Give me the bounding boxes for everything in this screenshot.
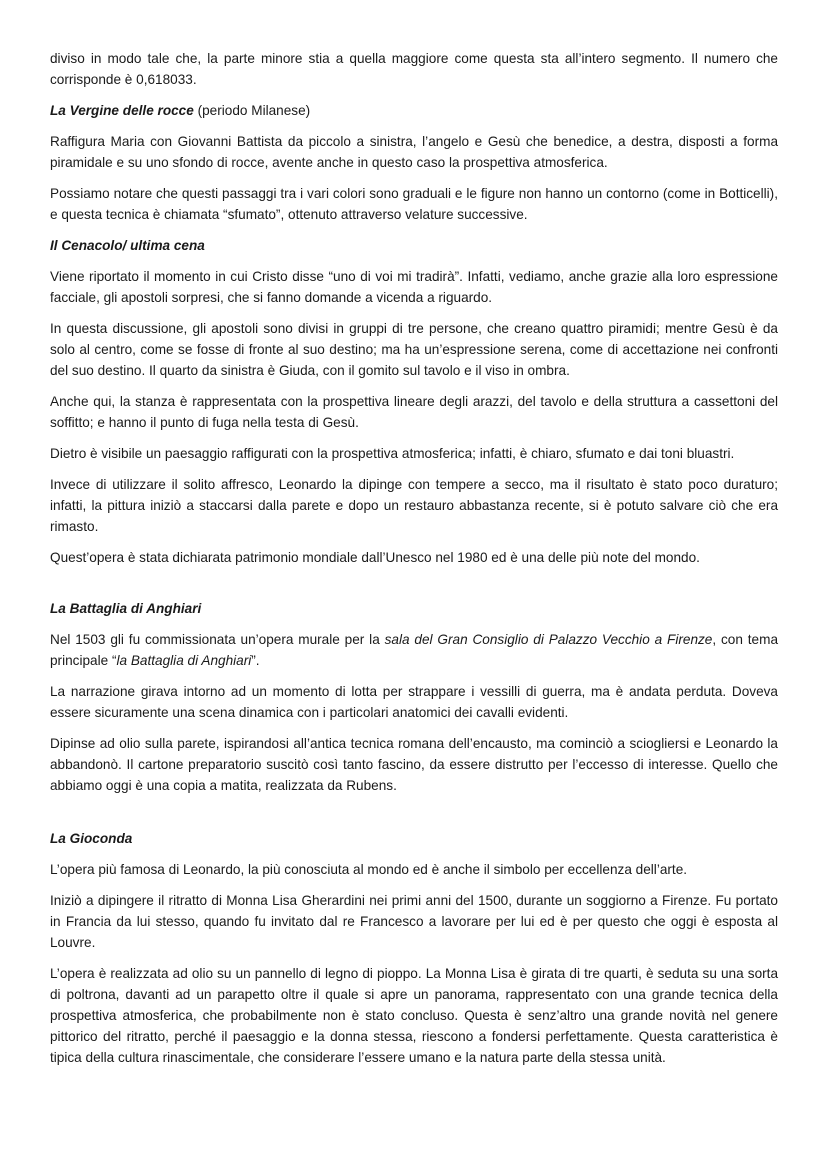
battaglia-paragraph-2: La narrazione girava intorno ad un momento di lotta per strappare i vessilli di guerra, ma è andata perduta. Doveva essere sicuramente una scena dinamica con i particolari anatomici dei cavalli evidenti. — [50, 684, 778, 720]
section-spacer — [50, 806, 778, 828]
gioconda-paragraph-3: L’opera è realizzata ad olio su un pannello di legno di pioppo. La Monna Lisa è girata di tre quarti, è seduta su una sorta di poltrona, davanti ad un parapetto oltre il quale si apre un panorama, rappresentato con una grande tecnica della prospettiva atmosferica, che probabilmente non è stato concluso. Questa è senz’altro una grande novità nel genere pittorico del ritratto, perché il paesaggio e la donna stessa, riescono a fondersi perfettamente. Questa caratteristica è tipica della cultura rinascimentale, che considerare l’essere umano e la natura parte della stessa unità. — [50, 966, 778, 1065]
cenacolo-paragraph-3: Anche qui, la stanza è rappresentata con la prospettiva lineare degli arazzi, del tavolo e della struttura a cassettoni del soffitto; e hanno il punto di fuga nella testa di Gesù. — [50, 394, 778, 430]
section-note-vergine: (periodo Milanese) — [193, 103, 311, 118]
gioconda-paragraph-1: L’opera più famosa di Leonardo, la più conosciuta al mondo ed è anche il simbolo per eccellenza dell’arte. — [50, 862, 688, 877]
battaglia-p1-theme: la Battaglia di Anghiari — [116, 653, 252, 668]
section-spacer — [50, 578, 778, 598]
section-heading-cenacolo: Il Cenacolo/ ultima cena — [50, 238, 205, 253]
intro-paragraph: diviso in modo tale che, la parte minore stia a quella maggiore come questa sta all’intero segmento. Il numero che corrisponde è 0,618033. — [50, 51, 778, 87]
section-heading-vergine — [50, 100, 778, 121]
cenacolo-paragraph-1: Viene riportato il momento in cui Cristo disse “uno di voi mi tradirà”. Infatti, vediamo, anche grazie alla loro espressione facciale, gli apostoli sorpresi, che si fanno domande a vicenda a riguardo. — [50, 269, 778, 305]
battaglia-paragraph-3: Dipinse ad olio sulla parete, ispirandosi all’antica tecnica romana dell’encausto, ma cominciò a sciogliersi e Leonardo la abbandonò. Il cartone preparatorio suscitò così tanto fascino, da essere distrutto per l’eccesso di interesse. Quello che abbiamo oggi è una copia a matita, realizzata da Rubens. — [50, 736, 778, 793]
battaglia-p1-place: sala del Gran Consiglio di Palazzo Vecchio a Firenze — [384, 632, 713, 647]
cenacolo-paragraph-5: Invece di utilizzare il solito affresco, Leonardo la dipinge con tempere a secco, ma il risultato è stato poco duraturo; infatti, la pittura iniziò a staccarsi dalla parete e dopo un restauro abbastanza recente, si è potuto salvare ciò che era rimasto. — [50, 477, 778, 534]
section-title-vergine: La Vergine delle rocce — [50, 103, 194, 118]
section-heading-gioconda: La Gioconda — [50, 831, 133, 846]
document-page — [50, 48, 778, 1078]
cenacolo-paragraph-4: Dietro è visibile un paesaggio raffigurati con la prospettiva atmosferica; infatti, è chiaro, sfumato e dai toni bluastri. — [50, 446, 735, 461]
battaglia-p1-part-e: ”. — [251, 653, 260, 668]
vergine-paragraph-1: Raffigura Maria con Giovanni Battista da piccolo a sinistra, l’angelo e Gesù che benedice, a destra, disposti a forma piramidale e su uno sfondo di rocce, avente anche in questo caso la prospettiva atmosferica. — [50, 134, 778, 170]
cenacolo-paragraph-6: Quest’opera è stata dichiarata patrimonio mondiale dall’Unesco nel 1980 ed è una delle più note del mondo. — [50, 550, 700, 565]
cenacolo-paragraph-2: In questa discussione, gli apostoli sono divisi in gruppi di tre persone, che creano quattro piramidi; mentre Gesù è da solo al centro, come se fosse di fronte al suo destino; ma ha un’espressione serena, come di accettazione nei confronti del suo destino. Il quarto da sinistra è Giuda, con il gomito sul tavolo e il viso in ombra. — [50, 321, 778, 378]
battaglia-p1-part-a: Nel 1503 gli fu commissionata un’opera murale per la — [50, 632, 385, 647]
battaglia-paragraph-1 — [50, 629, 778, 671]
battaglia-p1-part-c: , con tema principale “ — [50, 632, 778, 668]
section-heading-battaglia: La Battaglia di Anghiari — [50, 601, 202, 616]
vergine-paragraph-2: Possiamo notare che questi passaggi tra i vari colori sono graduali e le figure non hanno un contorno (come in Botticelli), e questa tecnica è chiamata “sfumato”, ottenuto attraverso velature successive. — [50, 186, 778, 222]
gioconda-paragraph-2: Iniziò a dipingere il ritratto di Monna Lisa Gherardini nei primi anni del 1500, durante un soggiorno a Firenze. Fu portato in Francia da lui stesso, quando fu invitato dal re Francesco a lavorare per lui ed è per questo che oggi è esposta al Louvre. — [50, 893, 778, 950]
